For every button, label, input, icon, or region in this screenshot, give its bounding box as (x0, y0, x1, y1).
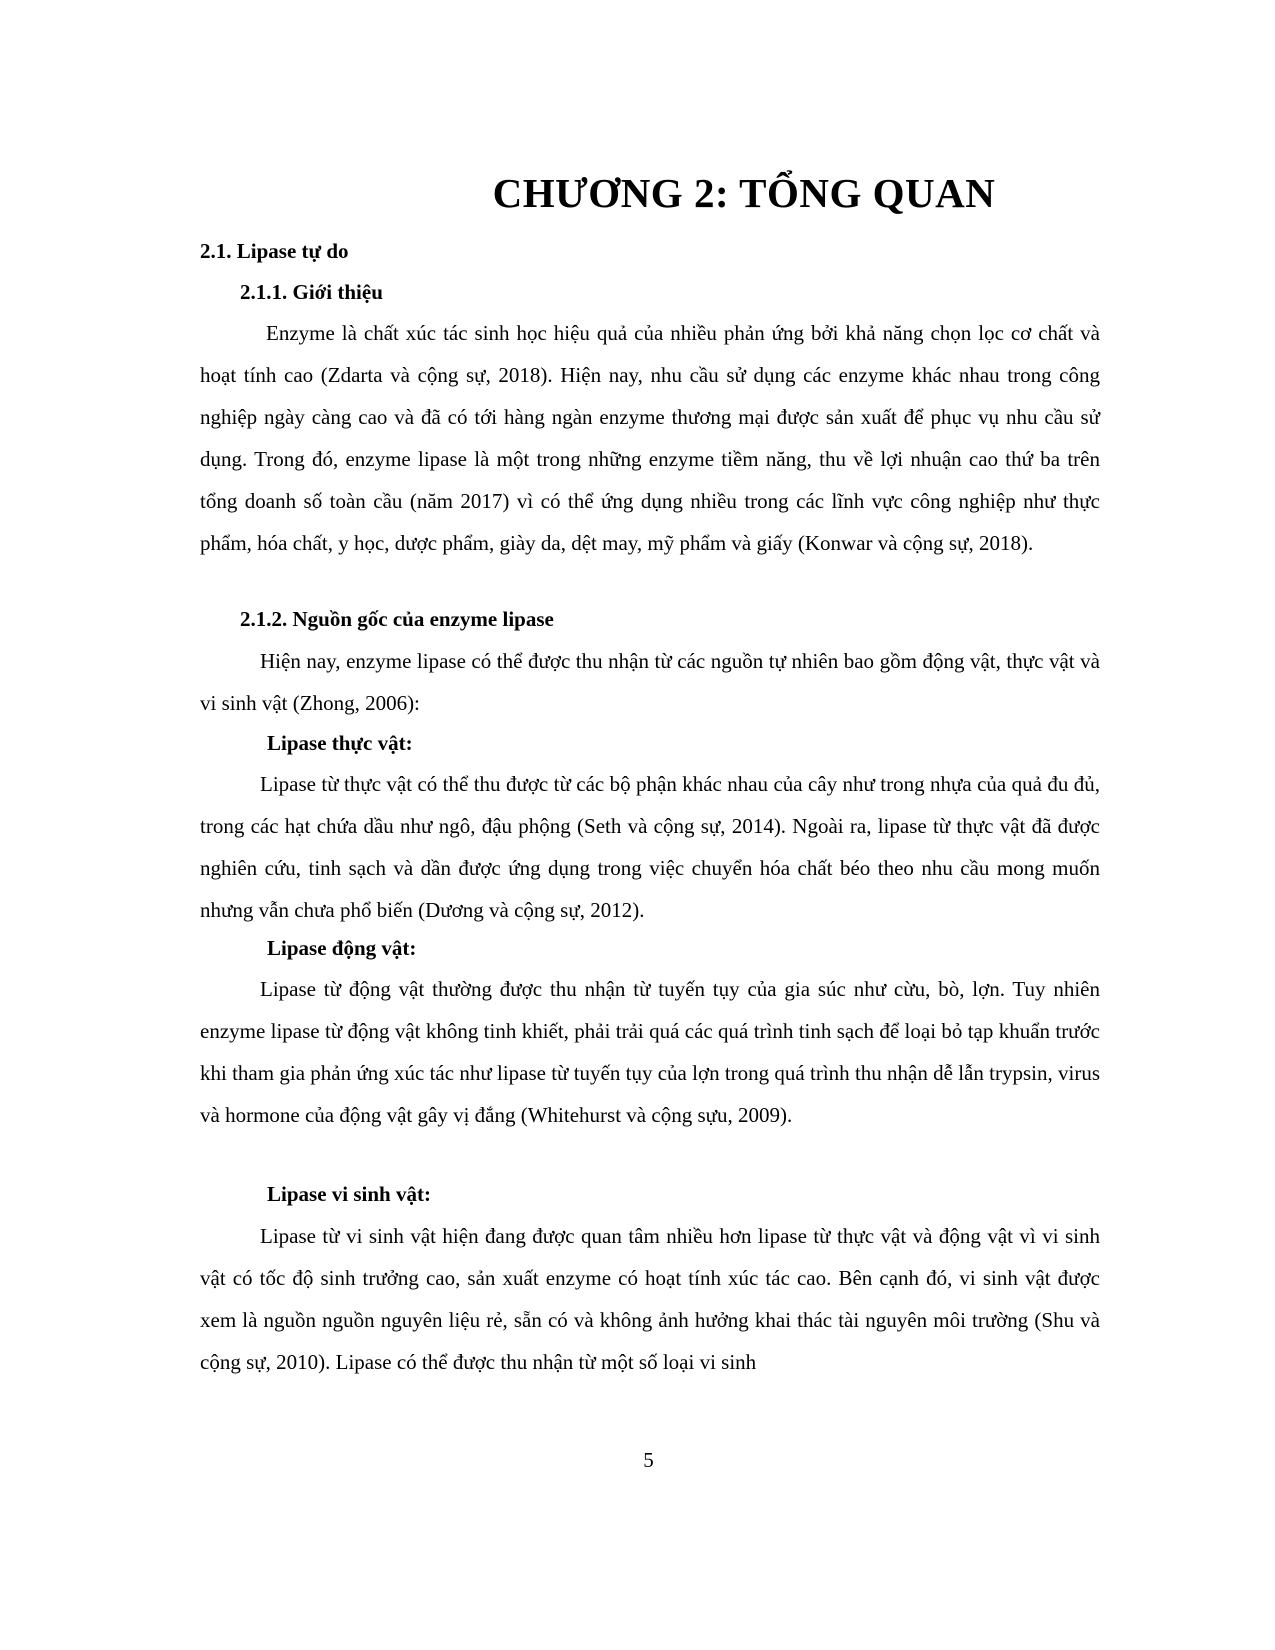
section-heading-2-1-2: 2.1.2. Nguồn gốc của enzyme lipase (240, 607, 554, 631)
paragraph-animal-lipase: Lipase từ động vật thường được thu nhận từ tuyến tụy của gia súc như cừu, bò, lợn. Tuy nhiên enzyme lipase từ động vật không tinh khiết, phải trải quá các quá trình tinh sạch để loại bỏ tạp khuẩn trước khi tham gia phản ứng xúc tác như lipase từ tuyến tụy của lợn trong quá trình thu nhận dễ lẫn trypsin, virus và hormone của động vật gây vị đắng (Whitehurst và cộng sựu, 2009). (200, 977, 1100, 1127)
chapter-title: CHƯƠNG 2: TỔNG QUAN (492, 170, 996, 216)
subheading-animal-lipase: Lipase động vật: (267, 936, 417, 960)
subheading-plant-lipase: Lipase thực vật: (267, 731, 413, 755)
subheading-microbial-lipase: Lipase vi sinh vật: (267, 1182, 431, 1206)
section-heading-2-1-1: 2.1.1. Giới thiệu (240, 280, 383, 304)
paragraph-microbial-lipase: Lipase từ vi sinh vật hiện đang được quan tâm nhiều hơn lipase từ thực vật và động vật vì vi sinh vật có tốc độ sinh trưởng cao, sản xuất enzyme có hoạt tính xúc tác cao. Bên cạnh đó, vi sinh vật được xem là nguồn nguồn nguyên liệu rẻ, sẵn có và không ảnh hưởng khai thác tài nguyên môi trường (Shu và cộng sự, 2010). Lipase có thể được thu nhận từ một số loại vi sinh (200, 1224, 1100, 1374)
paragraph-introduction: Enzyme là chất xúc tác sinh học hiệu quả của nhiều phản ứng bởi khả năng chọn lọc cơ chất và hoạt tính cao (Zdarta và cộng sự, 2018). Hiện nay, nhu cầu sử dụng các enzyme khác nhau trong công nghiệp ngày càng cao và đã có tới hàng ngàn enzyme thương mại được sản xuất để phục vụ nhu cầu sử dụng. Trong đó, enzyme lipase là một trong những enzyme tiềm năng, thu về lợi nhuận cao thứ ba trên tổng doanh số toàn cầu (năm 2017) vì có thể ứng dụng nhiều trong các lĩnh vực công nghiệp như thực phẩm, hóa chất, y học, dược phẩm, giày da, dệt may, mỹ phẩm và giấy (Konwar và cộng sự, 2018). (200, 321, 1100, 555)
paragraph-plant-lipase: Lipase từ thực vật có thể thu được từ các bộ phận khác nhau của cây như trong nhựa của quả đu đủ, trong các hạt chứa dầu như ngô, đậu phộng (Seth và cộng sự, 2014). Ngoài ra, lipase từ thực vật đã được nghiên cứu, tinh sạch và dần được ứng dụng trong việc chuyển hóa chất béo theo nhu cầu mong muốn nhưng vẫn chưa phổ biến (Dương và cộng sự, 2012). (200, 772, 1100, 922)
section-heading-2-1: 2.1. Lipase tự do (200, 239, 349, 263)
paragraph-sources-intro: Hiện nay, enzyme lipase có thể được thu nhận từ các nguồn tự nhiên bao gồm động vật, thực vật và vi sinh vật (Zhong, 2006): (200, 649, 1100, 715)
page-number: 5 (643, 1448, 654, 1472)
